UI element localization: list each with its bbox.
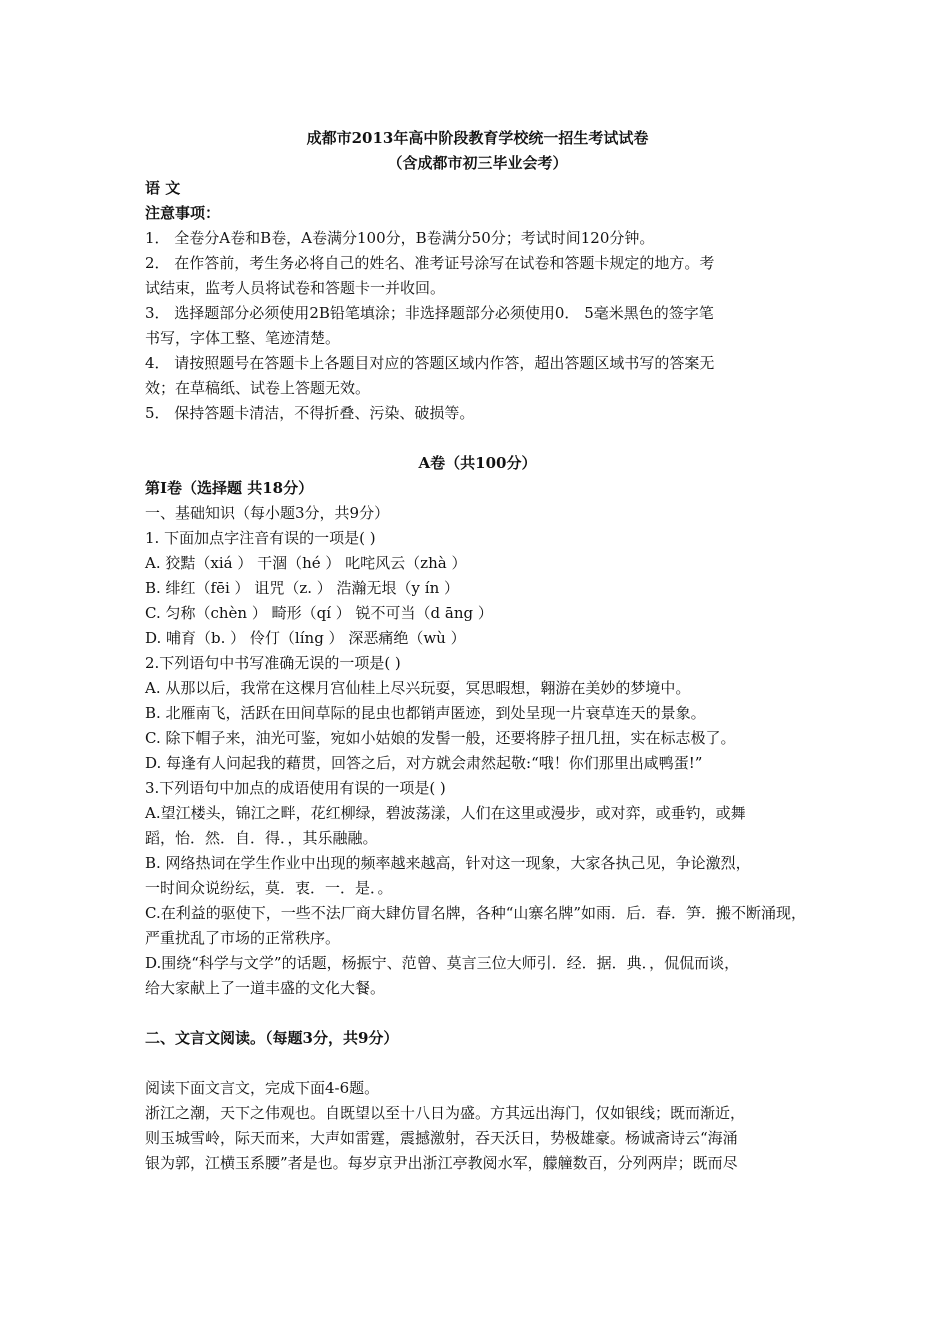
exam-title: 成都市2013年高中阶段教育学校统一招生考试试卷 [306, 129, 649, 147]
notice-line: 效；在草稿纸、试卷上答题无效。 [145, 379, 371, 397]
spacer [145, 1001, 810, 1026]
part2-title: 二、文言文阅读。（每题3分，共9分） [145, 1029, 399, 1047]
option-line: C.在利益的驱使下，一些不法厂商大肆仿冒名牌，各种“山寨名牌”如雨．后．春．笋．搬不断涌现， [145, 904, 807, 922]
passage-line: 阅读下面文言文，完成下面4-6题。 [145, 1079, 380, 1097]
subject-label: 语 文 [145, 179, 181, 197]
option-c: C. 匀称（chèn ） 畸形（qí ） 锐不可当（d āng ） [145, 604, 493, 622]
classical-passage [145, 1076, 810, 1176]
option-a: A. 从那以后，我常在这棵月宫仙桂上尽兴玩耍，冥思暇想，翱游在美妙的梦境中。 [145, 679, 691, 697]
notice-line: 5． 保持答题卡清洁，不得折叠、污染、破损等。 [145, 404, 475, 422]
passage-line: 浙江之潮，天下之伟观也。自既望以至十八日为盛。方其远出海门，仅如银线；既而渐近， [145, 1104, 746, 1122]
passage-line: 则玉城雪岭，际天而来，大声如雷霆，震撼激射，吞天沃日，势极雄豪。杨诚斋诗云“海涌 [145, 1129, 738, 1147]
option-line: 一时间众说纷纭，莫．衷．一．是．。 [145, 879, 393, 897]
option-line: 给大家献上了一道丰盛的文化大餐。 [145, 979, 386, 997]
option-line: 蹈，怡．然．自．得．，其乐融融。 [145, 829, 378, 847]
option-c: C. 除下帽子来，油光可鉴，宛如小姑娘的发髻一般，还要将脖子扭几扭，实在标志极了。 [145, 729, 736, 747]
question-stem: 3.下列语句中加点的成语使用有误的一项是( ) [145, 779, 446, 797]
question-1 [145, 526, 810, 651]
notice-line: 1． 全卷分A卷和B卷，A卷满分100分，B卷满分50分；考试时间120分钟。 [145, 229, 655, 247]
notice-line: 4． 请按照题号在答题卡上各题目对应的答题区域内作答，超出答题区域书写的答案无 [145, 354, 715, 372]
passage-line: 银为郭，江横玉系腰”者是也。每岁京尹出浙江亭教阅水军，艨艟数百，分列两岸；既而尽 [145, 1154, 738, 1172]
question-2 [145, 651, 810, 776]
option-a: A. 狡黠（xiá ） 干涸（hé ） 叱咤风云（zhà ） [145, 554, 467, 572]
option-b: B. 北雁南飞，活跃在田间草际的昆虫也都销声匿迹，到处呈现一片衰草连天的景象。 [145, 704, 706, 722]
notice-heading: 注意事项： [145, 204, 221, 222]
notice-line: 试结束，监考人员将试卷和答题卡一并收回。 [145, 279, 446, 297]
spacer [145, 1051, 810, 1076]
notice-line: 2． 在作答前，考生务必将自己的姓名、准考证号涂写在试卷和答题卡规定的地方。考 [145, 254, 715, 272]
option-d: D. 每逢有人问起我的藉贯，回答之后，对方就会肃然起敬:“哦！你们那里出咸鸭蛋!” [145, 754, 703, 772]
option-d: D. 哺育（b. ） 伶仃（líng ） 深恶痛绝（wù ） [145, 629, 466, 647]
option-line: B. 网络热词在学生作业中出现的频率越来越高，针对这一现象，大家各执己见，争论激烈， [145, 854, 751, 872]
question-stem: 2.下列语句中书写准确无误的一项是( ) [145, 654, 401, 672]
notice-line: 3． 选择题部分必须使用2B铅笔填涂；非选择题部分必须使用0． 5毫米黑色的签字笔 [145, 304, 714, 322]
option-line: A.望江楼头，锦江之畔，花红柳绿，碧波荡漾，人们在这里或漫步，或对弈，或垂钓，或舞 [145, 804, 746, 822]
question-3 [145, 776, 810, 1001]
document-body [145, 126, 810, 1176]
option-line: 严重扰乱了市场的正常秩序。 [145, 929, 341, 947]
option-line: D.围绕“科学与文学”的话题，杨振宁、范曾、莫言三位大师引．经．据．典．，侃侃而谈， [145, 954, 740, 972]
section-a-title: A卷（共100分） [418, 454, 537, 472]
spacer [145, 426, 810, 451]
question-stem: 1. 下面加点字注音有误的一项是( ) [145, 529, 376, 547]
option-b: B. 绯红（fēi ） 诅咒（z. ） 浩瀚无垠（y ín ） [145, 579, 459, 597]
part1-subtitle: 一、基础知识（每小题3分，共9分） [145, 504, 390, 522]
notice-line: 书写，字体工整、笔迹清楚。 [145, 329, 341, 347]
exam-subtitle: （含成都市初三毕业会考） [387, 154, 568, 172]
part1-title: 第Ⅰ卷（选择题 共18分） [145, 479, 314, 497]
notice-list [145, 226, 810, 426]
